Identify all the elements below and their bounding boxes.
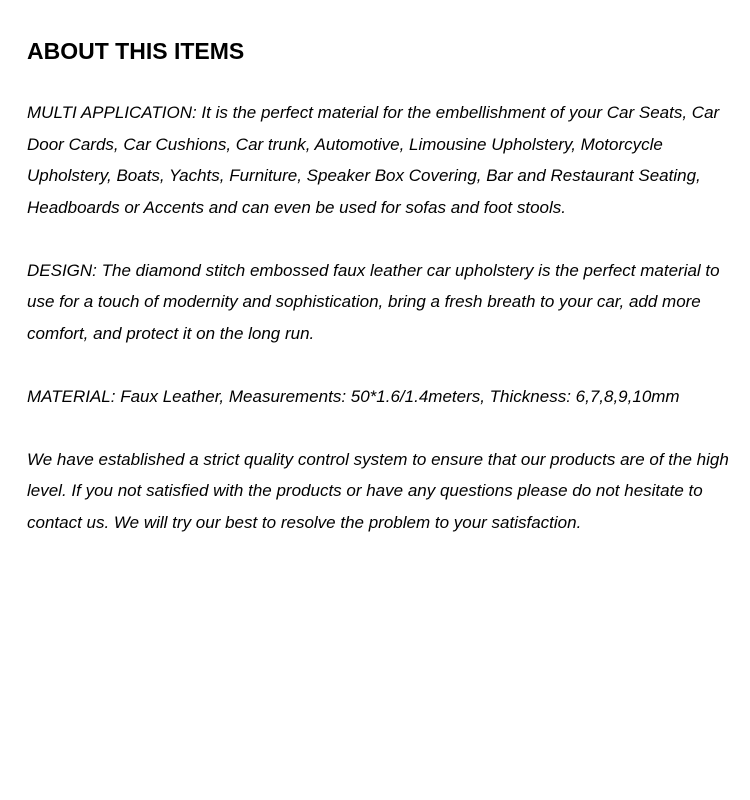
multi-application-paragraph: MULTI APPLICATION: It is the perfect material for the embellishment of your Car Seats, Car Door Cards, Car Cushions, Car trunk, Automotive, Limousine Upholstery, Motorcycle Upholstery, Boats, Yachts, Furniture, Speaker Box Covering, Bar and Restaurant Seating, Headboards or Accents and can even be used for sofas and foot stools. [27, 103, 720, 217]
product-description [27, 36, 732, 538]
design-paragraph: DESIGN: The diamond stitch embossed faux leather car upholstery is the perfect material to use for a touch of modernity and sophistication, bring a fresh breath to your car, add more comfort, and protect it on the long run. [27, 260, 720, 343]
material-paragraph: MATERIAL: Faux Leather, Measurements: 50*1.6/1.4meters, Thickness: 6,7,8,9,10mm [27, 386, 680, 406]
quality-paragraph: We have established a strict quality control system to ensure that our products are of the high level. If you not satisfied with the products or have any questions please do not hesitate to contact us. We will try our best to resolve the problem to your satisfaction. [27, 449, 729, 532]
section-heading: ABOUT THIS ITEMS [27, 38, 245, 64]
